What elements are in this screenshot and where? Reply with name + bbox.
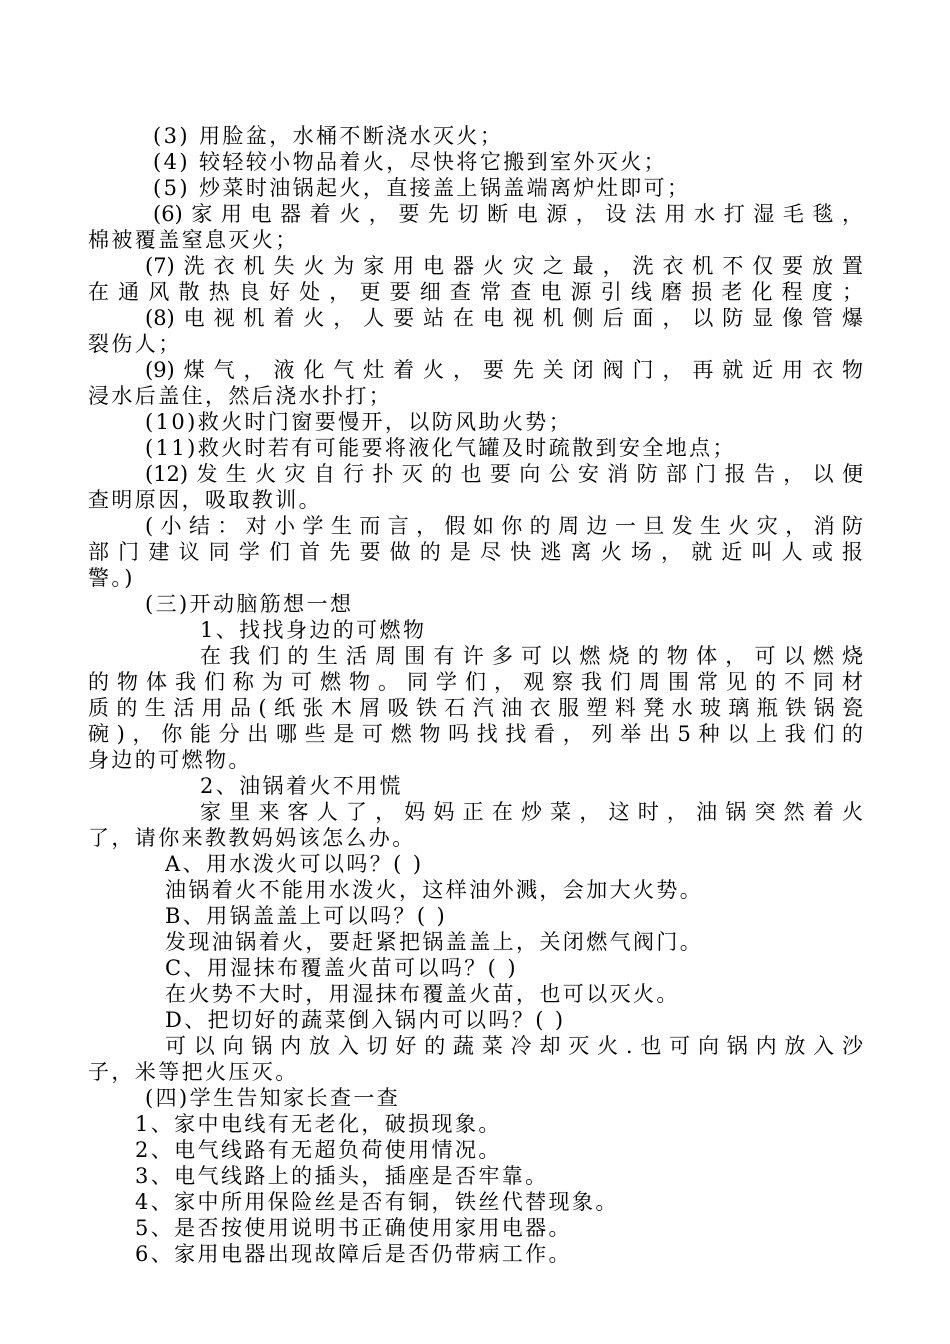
text-line: (8)电视机着火，人要站在电视机侧后面，以防显像管爆: [145, 306, 863, 330]
text-line: 的物体我们称为可燃物。同学们，观察我们周围常见的不同材: [88, 670, 863, 694]
text-line: 了，请你来教教妈妈该怎么办。: [88, 826, 416, 850]
text-line: 碗)，你能分出哪些是可燃物吗找找看，列举出5种以上我们的: [88, 722, 863, 746]
text-line: (4) 较轻较小物品着火，尽快将它搬到室外灭火；: [153, 150, 668, 174]
text-line: 部门建议同学们首先要做的是尽快逃离火场，就近叫人或报: [88, 540, 863, 564]
answer-d: 可以向锅内放入切好的蔬菜冷却灭火.也可向锅内放入沙: [165, 1034, 863, 1058]
text-line: (7)洗衣机失火为家用电器火灾之最，洗衣机不仅要放置: [145, 254, 863, 278]
text-line: 子，米等把火压灭。: [88, 1060, 299, 1084]
section-heading: (四)学生告知家长查一查: [145, 1086, 401, 1110]
text-line: (12)发生火灾自行扑灭的也要向公安消防部门报告，以便: [145, 462, 863, 486]
checklist-item: 6、家用电器出现故障后是否仍带病工作。: [135, 1242, 572, 1266]
checklist-item: 4、家中所用保险丝是否有铜，铁丝代替现象。: [135, 1190, 619, 1214]
checklist-item: 1、家中电线有无老化，破损现象。: [135, 1112, 502, 1136]
text-line: (5) 炒菜时油锅起火，直接盖上锅盖端离炉灶即可；: [153, 176, 691, 200]
answer-c: 在火势不大时，用湿抹布覆盖火苗，也可以灭火。: [165, 982, 680, 1006]
checklist-item: 5、是否按使用说明书正确使用家用电器。: [135, 1216, 572, 1240]
question-c: C、用湿抹布覆盖火苗可以吗？( ): [165, 956, 518, 980]
text-line: 在我们的生活周围有许多可以燃烧的物体，可以燃烧: [200, 644, 863, 668]
text-line: (6)家用电器着火，要先切断电源，设法用水打湿毛毯，: [153, 202, 863, 226]
question-a: A、用水泼火可以吗？( ): [165, 852, 424, 876]
text-line: 查明原因，吸取教训。: [88, 488, 322, 512]
text-line: (9)煤气，液化气灶着火，要先关闭阀门，再就近用衣物: [145, 358, 863, 382]
question-d: D、把切好的蔬菜倒入锅内可以吗？( ): [165, 1008, 566, 1032]
text-line: 家里来客人了，妈妈正在炒菜，这时，油锅突然着火: [200, 800, 863, 824]
question-b: B、用锅盖盖上可以吗？( ): [165, 904, 448, 928]
checklist-item: 3、电气线路上的插头，插座是否牢靠。: [135, 1164, 549, 1188]
text-line: (10)救火时门窗要慢开，以防风助火势；: [145, 410, 573, 434]
answer-a: 油锅着火不能用水泼火，这样油外溅，会加大火势。: [165, 878, 704, 902]
text-line: 浸水后盖住，然后浇水扑打；: [88, 384, 393, 408]
checklist-item: 2、电气线路有无超负荷使用情况。: [135, 1138, 502, 1162]
text-line: 在通风散热良好处，更要细查常查电源引线磨损老化程度；: [88, 280, 863, 304]
text-line: 身边的可燃物。: [88, 748, 252, 772]
text-line: 警。): [88, 566, 135, 590]
text-line: 裂伤人；: [88, 332, 182, 356]
text-line: (小结：对小学生而言，假如你的周边一旦发生火灾，消防: [145, 514, 863, 538]
section-heading: (三)开动脑筋想一想: [145, 592, 354, 616]
text-line: 棉被覆盖窒息灭火；: [88, 228, 299, 252]
text-line: (3) 用脸盆，水桶不断浇水灭火；: [153, 124, 504, 148]
subsection-heading: 1、找找身边的可燃物: [200, 618, 427, 642]
text-line: (11)救火时若有可能要将液化气罐及时疏散到安全地点；: [145, 436, 736, 460]
text-line: 质的生活用品(纸张木屑吸铁石汽油衣服塑料凳水玻璃瓶铁锅瓷: [88, 696, 863, 720]
subsection-heading: 2、油锅着火不用慌: [200, 774, 403, 798]
answer-b: 发现油锅着火，要赶紧把锅盖盖上，关闭燃气阀门。: [165, 930, 704, 954]
